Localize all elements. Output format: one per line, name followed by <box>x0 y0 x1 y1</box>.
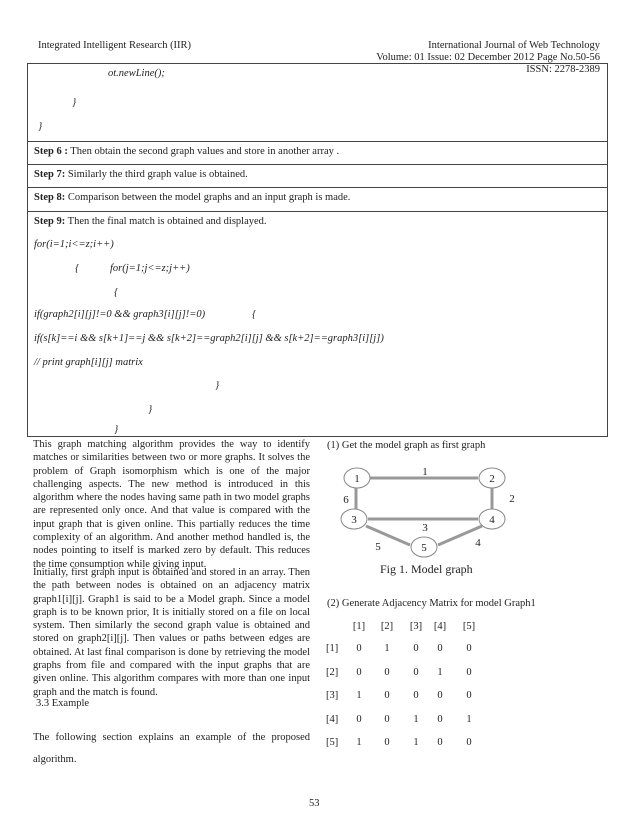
step-text: Similarly the third graph value is obtained. <box>65 169 248 180</box>
code-line: { <box>252 309 257 320</box>
step-label: Step 9: <box>34 216 66 227</box>
step-9 <box>28 211 607 436</box>
code-line: if(graph2[i][j]!=0 && graph3[i][j]!=0) <box>34 309 206 320</box>
matrix-row-label: [1] <box>326 643 339 654</box>
volume-info: Volume: 01 Issue: 02 December 2012 Page No.50-56 <box>376 52 600 63</box>
matrix-row-label: [4] <box>326 713 339 725</box>
node-label: 3 <box>351 514 357 526</box>
edge-label: 1 <box>422 466 428 478</box>
step-item: (2) Generate Adjacency Matrix for model Graph1 <box>327 598 536 609</box>
matrix-cell: 1 <box>384 643 390 654</box>
code-line: for(j=1;j<=z;j++) <box>110 263 190 274</box>
figure-caption: Fig 1. Model graph <box>380 562 473 576</box>
node-label: 5 <box>421 542 427 554</box>
edge-label: 5 <box>375 541 381 553</box>
matrix-cell: 1 <box>356 690 362 701</box>
matrix-cell: 1 <box>466 713 472 725</box>
code-line: ot.newLine(); <box>108 68 165 79</box>
code-line: } <box>114 424 119 435</box>
matrix-cell: 0 <box>413 666 419 678</box>
matrix-cell: 0 <box>384 666 390 678</box>
matrix-cell: 0 <box>413 643 419 654</box>
journal-name: International Journal of Web Technology <box>428 40 600 51</box>
matrix-cell: 0 <box>466 643 472 654</box>
paragraph: Initially, first graph input is obtained and stored in an array. Then the path between nodes is obtained on an adjacency matrix graph1[i][j]. Graph1 is said to be a Model graph. Since a model graph is to be known prior, It is initially stored on a file on local system. Then similarly the second graph value is obtained and stored on graph2[i][j]. Then values or paths between edges are obtained. At last final comparison is done by retrieving the model graphs from file and compared with the input graphs that are given online. This algorithm compares with more than one input graph and the match is found. <box>33 567 310 698</box>
matrix-col-header: [4] <box>433 621 447 632</box>
step-6 <box>28 141 607 164</box>
matrix-cell: 0 <box>437 737 443 748</box>
code-line: for(i=1;i<=z;i++) <box>34 239 114 250</box>
page-number: 53 <box>309 798 320 809</box>
matrix-cell: 0 <box>384 690 390 701</box>
matrix-col-header: [2] <box>380 621 394 632</box>
code-line: } <box>72 97 77 108</box>
node-label: 4 <box>489 514 495 526</box>
matrix-row-label: [2] <box>326 666 339 678</box>
issn: ISSN: 2278-2389 <box>526 64 600 75</box>
edge-5-3 <box>366 526 410 545</box>
step-label: Step 8: <box>34 192 66 203</box>
code-line: } <box>38 121 43 132</box>
step-label: Step 7: <box>34 169 66 180</box>
matrix-cell: 0 <box>413 690 419 701</box>
step-item: (1) Get the model graph as first graph <box>327 440 486 451</box>
edge-label: 4 <box>475 537 481 549</box>
paragraph: This graph matching algorithm provides the way to identify matches or similarities between two or more graphs. It solves the problem of Graph isomorphism which is one of the major challenging aspects. The new method is introduced in this algorithm where the nodes having same path in two model graphs are represented only once. And that value is compared with the input graph that is given online. This partially reduces the time complexity of an algorithm. And another method handled is, the nodes pointing to itself is marked zero by default. This reduces the time consumption while giving input. <box>33 439 310 570</box>
header-left: Integrated Intelligent Research (IIR) <box>38 40 192 51</box>
matrix-cell: 0 <box>466 737 472 748</box>
matrix-col-header: [1] <box>352 621 366 632</box>
matrix-cell: 1 <box>356 737 362 748</box>
matrix-cell: 0 <box>356 643 362 654</box>
matrix-col-header: [5] <box>462 621 476 632</box>
matrix-cell: 0 <box>356 713 362 725</box>
step-7 <box>28 164 607 187</box>
matrix-cell: 1 <box>437 666 443 678</box>
matrix-cell: 0 <box>356 666 362 678</box>
code-line: } <box>215 380 220 391</box>
step-text: Then obtain the second graph values and store in another array . <box>67 146 340 157</box>
matrix-cell: 1 <box>413 737 419 748</box>
node-label: 1 <box>354 473 360 485</box>
matrix-cell: 0 <box>437 690 443 701</box>
edge-label: 6 <box>343 494 349 506</box>
matrix-cell: 0 <box>466 690 472 701</box>
code-line: { <box>114 287 119 298</box>
step-text: Comparison between the model graphs and an input graph is made. <box>65 192 351 203</box>
code-line: { <box>75 263 80 274</box>
matrix-cell: 0 <box>466 666 472 678</box>
section-heading: 3.3 Example <box>36 698 90 709</box>
edge-label: 2 <box>509 493 515 505</box>
matrix-cell: 0 <box>384 713 390 725</box>
paragraph: The following section explains an example of the proposed algorithm. <box>33 732 310 765</box>
matrix-row-label: [3] <box>326 690 339 701</box>
matrix-cell: 1 <box>413 713 419 725</box>
matrix-cell: 0 <box>437 643 443 654</box>
step-label: Step 6 : <box>34 146 68 157</box>
step-text: Then the final match is obtained and displayed. <box>65 216 267 227</box>
step-8 <box>28 187 607 211</box>
model-graph-figure <box>330 462 530 558</box>
matrix-cell: 0 <box>384 737 390 748</box>
code-line: // print graph[i][j] matrix <box>34 357 143 368</box>
node-label: 2 <box>489 473 495 485</box>
matrix-cell: 0 <box>437 713 443 725</box>
matrix-col-header: [3] <box>409 621 423 632</box>
edge-label: 3 <box>422 522 428 534</box>
matrix-row-label: [5] <box>326 737 339 748</box>
algorithm-box <box>27 63 608 437</box>
code-line: if(s[k]==i && s[k+1]==j && s[k+2]==graph2[i][j] && s[k+2]==graph3[i][j]) <box>34 333 384 344</box>
code-line: } <box>148 404 153 415</box>
